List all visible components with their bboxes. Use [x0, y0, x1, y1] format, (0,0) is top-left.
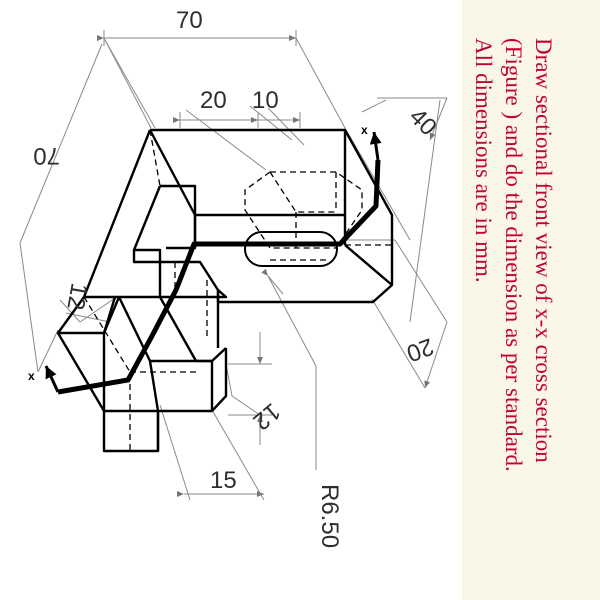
dim-70-top: 70	[176, 7, 203, 34]
instruction-line-3: All dimensions are in mm.	[471, 38, 496, 283]
cutting-plane-line	[46, 132, 378, 392]
dimension-texts	[33, 7, 441, 548]
dim-20: 20	[200, 87, 227, 114]
object-outline	[58, 130, 392, 451]
dim-radius: R6.50	[316, 484, 343, 549]
dim-70-left: 70	[33, 142, 60, 169]
instruction-line-1: Draw sectional front view of x-x cross section	[531, 38, 556, 463]
dim-40: 40	[403, 103, 442, 142]
dim-12-left: 12	[61, 280, 93, 312]
section-marker-top: x	[361, 123, 368, 137]
section-markers	[28, 123, 368, 383]
slot-outline	[245, 232, 337, 266]
instruction-line-2: (Figure ) and do the dimension as per standard.	[501, 38, 526, 472]
dimension-lines	[20, 30, 447, 500]
dim-15: 15	[210, 467, 237, 494]
dim-10: 10	[252, 87, 279, 114]
dim-20-right: 20	[402, 332, 438, 367]
section-marker-bottom: x	[28, 369, 35, 383]
dim-12-bottom: 12	[247, 397, 286, 436]
